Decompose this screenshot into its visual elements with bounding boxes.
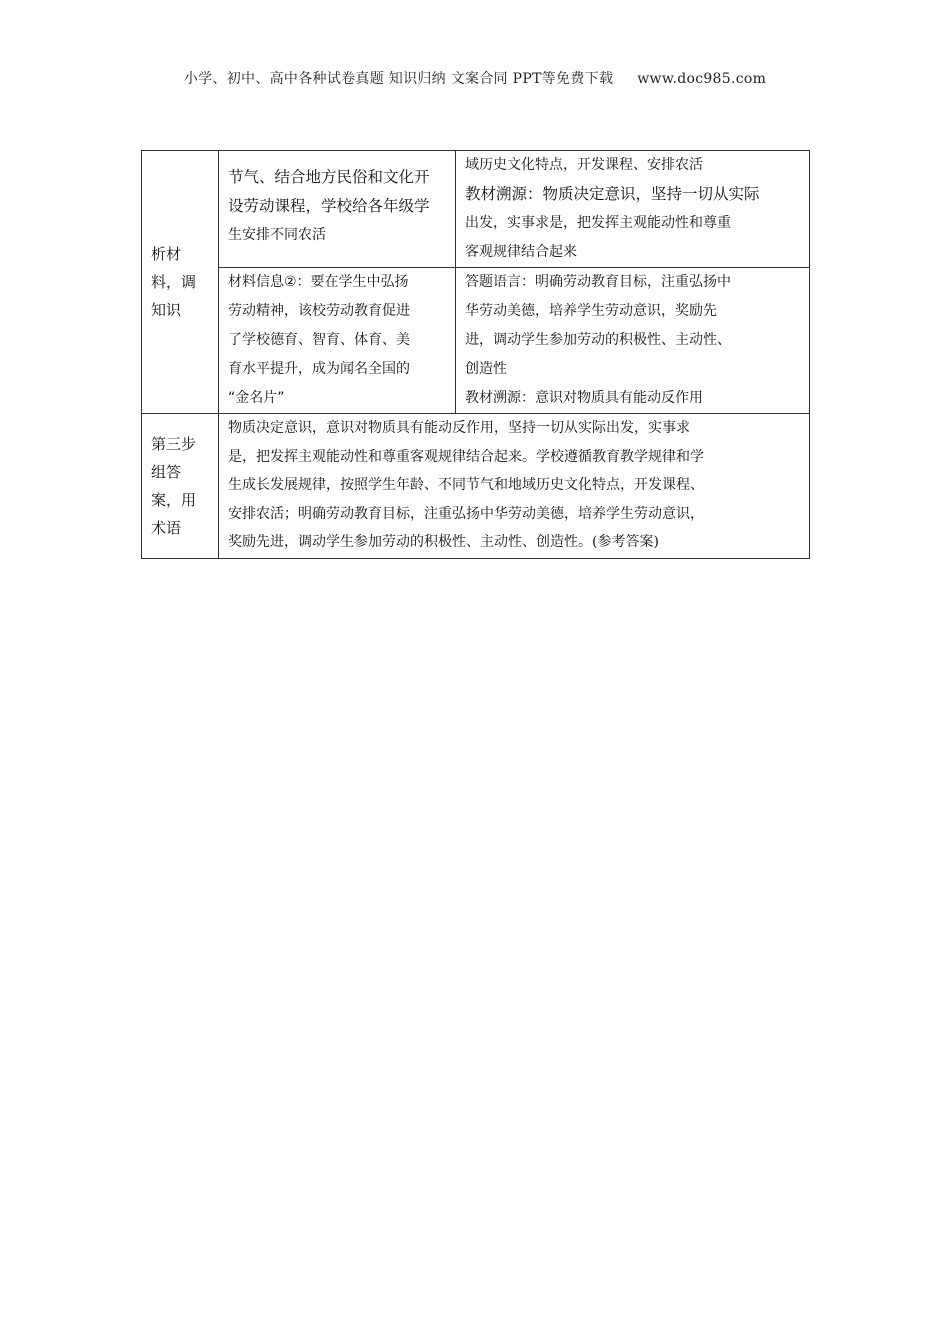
material-line: 节气、结合地方民俗和文化开 xyxy=(228,168,430,186)
material-line: 材料信息②：要在学生中弘扬 xyxy=(228,274,409,290)
table-row xyxy=(142,414,810,559)
material-line: 劳动精神，该校劳动教育促进 xyxy=(228,303,410,319)
answer-line: 生成长发展规律，按照学生年龄、不同节气和地域历史文化特点，开发课程、 xyxy=(228,477,704,493)
answer-line: 物质决定意识，意识对物质具有能动反作用，坚持一切从实际出发，实事求 xyxy=(228,420,690,436)
header-site: www.doc985.com xyxy=(637,71,767,87)
analysis-line: 答题语言：明确劳动教育目标，注重弘扬中 xyxy=(465,274,731,290)
analysis-line: 进，调动学生参加劳动的积极性、主动性、 xyxy=(465,332,731,348)
material-line: 育水平提升，成为闻名全国的 xyxy=(228,361,410,377)
step-label: 析材料，调知识 xyxy=(151,245,197,319)
answer-cell xyxy=(219,414,810,559)
material-line: 设劳动课程，学校给各年级学 xyxy=(228,197,430,215)
analysis-line: 创造性 xyxy=(465,361,507,377)
analysis-line: 客观规律结合起来 xyxy=(465,244,577,260)
analysis-line: 教材溯源：意识对物质具有能动反作用 xyxy=(465,390,703,406)
answer-line: 奖励先进，调动学生参加劳动的积极性、主动性、创造性。(参考答案) xyxy=(228,534,659,550)
analysis-line: 华劳动美德，培养学生劳动意识，奖励先 xyxy=(465,303,717,319)
analysis-line: 出发，实事求是，把发挥主观能动性和尊重 xyxy=(465,215,731,231)
material-cell xyxy=(219,151,456,268)
step-label: 第三步组答案，用术语 xyxy=(151,435,197,537)
answer-line: 是，把发挥主观能动性和尊重客观规律结合起来。学校遵循教育教学规律和学 xyxy=(228,448,704,465)
table-row xyxy=(142,151,810,268)
step-label-cell xyxy=(142,414,219,559)
header-text: 小学、初中、高中各种试卷真题 知识归纳 文案合同 PPT等免费下载 xyxy=(183,71,614,87)
material-line: 生安排不同农活 xyxy=(228,227,326,243)
analysis-table xyxy=(141,150,810,559)
analysis-cell xyxy=(456,268,810,414)
analysis-cell xyxy=(456,151,810,268)
page-header xyxy=(0,68,950,88)
material-line: 了学校德育、智育、体育、美 xyxy=(228,332,410,348)
material-line: “金名片” xyxy=(228,390,285,406)
analysis-line: 教材溯源：物质决定意识，坚持一切从实际 xyxy=(465,185,760,203)
step-label-cell xyxy=(142,151,219,414)
answer-line: 安排农活；明确劳动教育目标，注重弘扬中华劳动美德，培养学生劳动意识， xyxy=(228,505,704,522)
analysis-line: 域历史文化特点，开发课程、安排农活 xyxy=(465,157,703,173)
material-cell xyxy=(219,268,456,414)
table-row xyxy=(142,268,810,414)
